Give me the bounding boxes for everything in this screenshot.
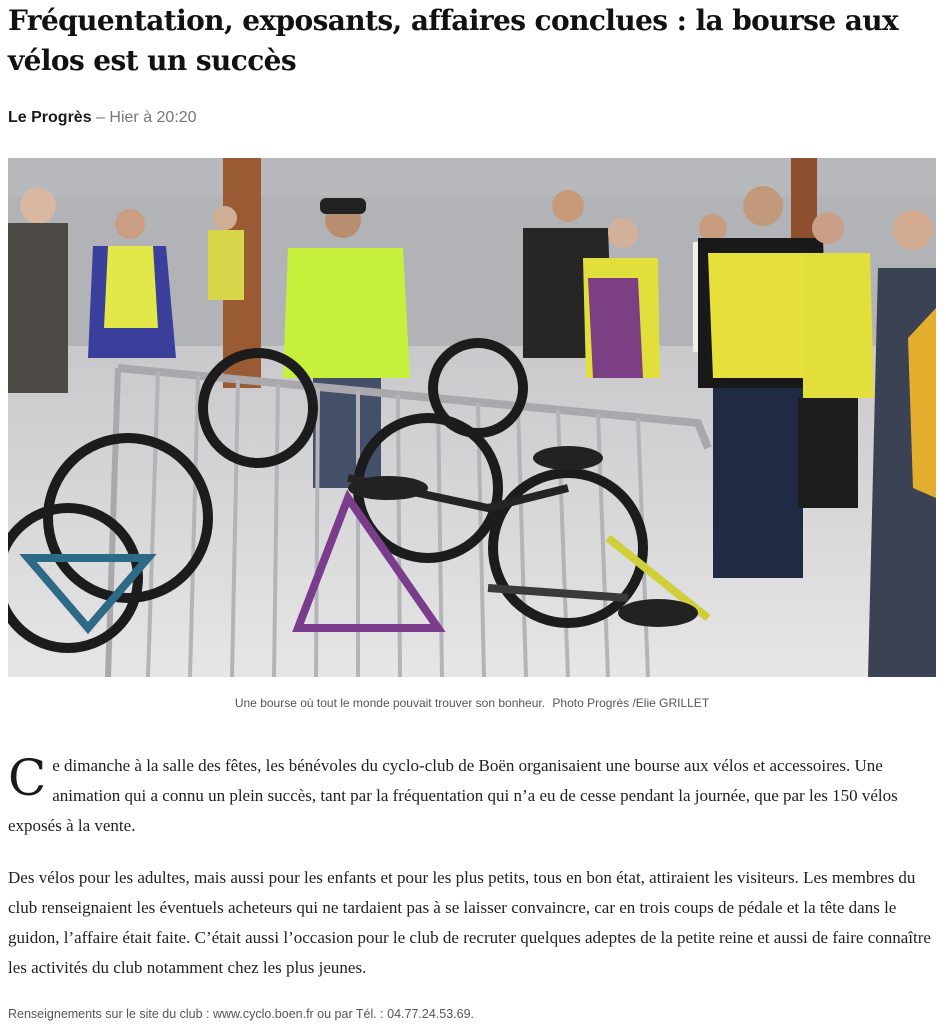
drop-cap: C bbox=[8, 749, 47, 807]
caption-credit: Photo Progrès /Elie GRILLET bbox=[552, 696, 710, 710]
article-title: Fréquentation, exposants, affaires conclues : la bourse aux vélos est un succès bbox=[8, 4, 899, 77]
byline bbox=[8, 107, 197, 129]
byline-time: Hier à 20:20 bbox=[109, 109, 197, 126]
photo-illustration bbox=[8, 158, 936, 677]
paragraph-1 bbox=[8, 751, 936, 841]
article-photo[interactable] bbox=[8, 158, 936, 677]
byline-separator: – bbox=[96, 109, 105, 126]
info-line: Renseignements sur le site du club : www.cyclo.boen.fr ou par Tél. : 04.77.24.53.69. bbox=[8, 1007, 475, 1021]
caption-text: Une bourse où tout le monde pouvait trouver son bonheur. bbox=[234, 696, 546, 710]
byline-source[interactable]: Le Progrès bbox=[8, 109, 92, 126]
paragraph-1-text: e dimanche à la salle des fêtes, les bénévoles du cyclo-club de Boën organisaient une bourse aux vélos et accessoires. Une animation qui a connu un plein succès, tant par la fréquentation qui n’a eu de cesse pendant la journée, que par les 150 vélos exposés à la vente. bbox=[8, 756, 898, 835]
paragraph-2: Des vélos pour les adultes, mais aussi pour les enfants et pour les plus petits, tous en bon état, attiraient les visiteurs. Les membres du club renseignaient les éventuels acheteurs qui ne tardaient pas à se laisser convaincre, car en trois coups de pédale et la tête dans le guidon, l’affaire était faite. C’était aussi l’occasion pour le club de recruter quelques adeptes de la petite reine et aussi de faire connaître les activités du club notamment chez les plus jeunes. bbox=[8, 868, 931, 977]
photo-caption bbox=[8, 694, 936, 712]
